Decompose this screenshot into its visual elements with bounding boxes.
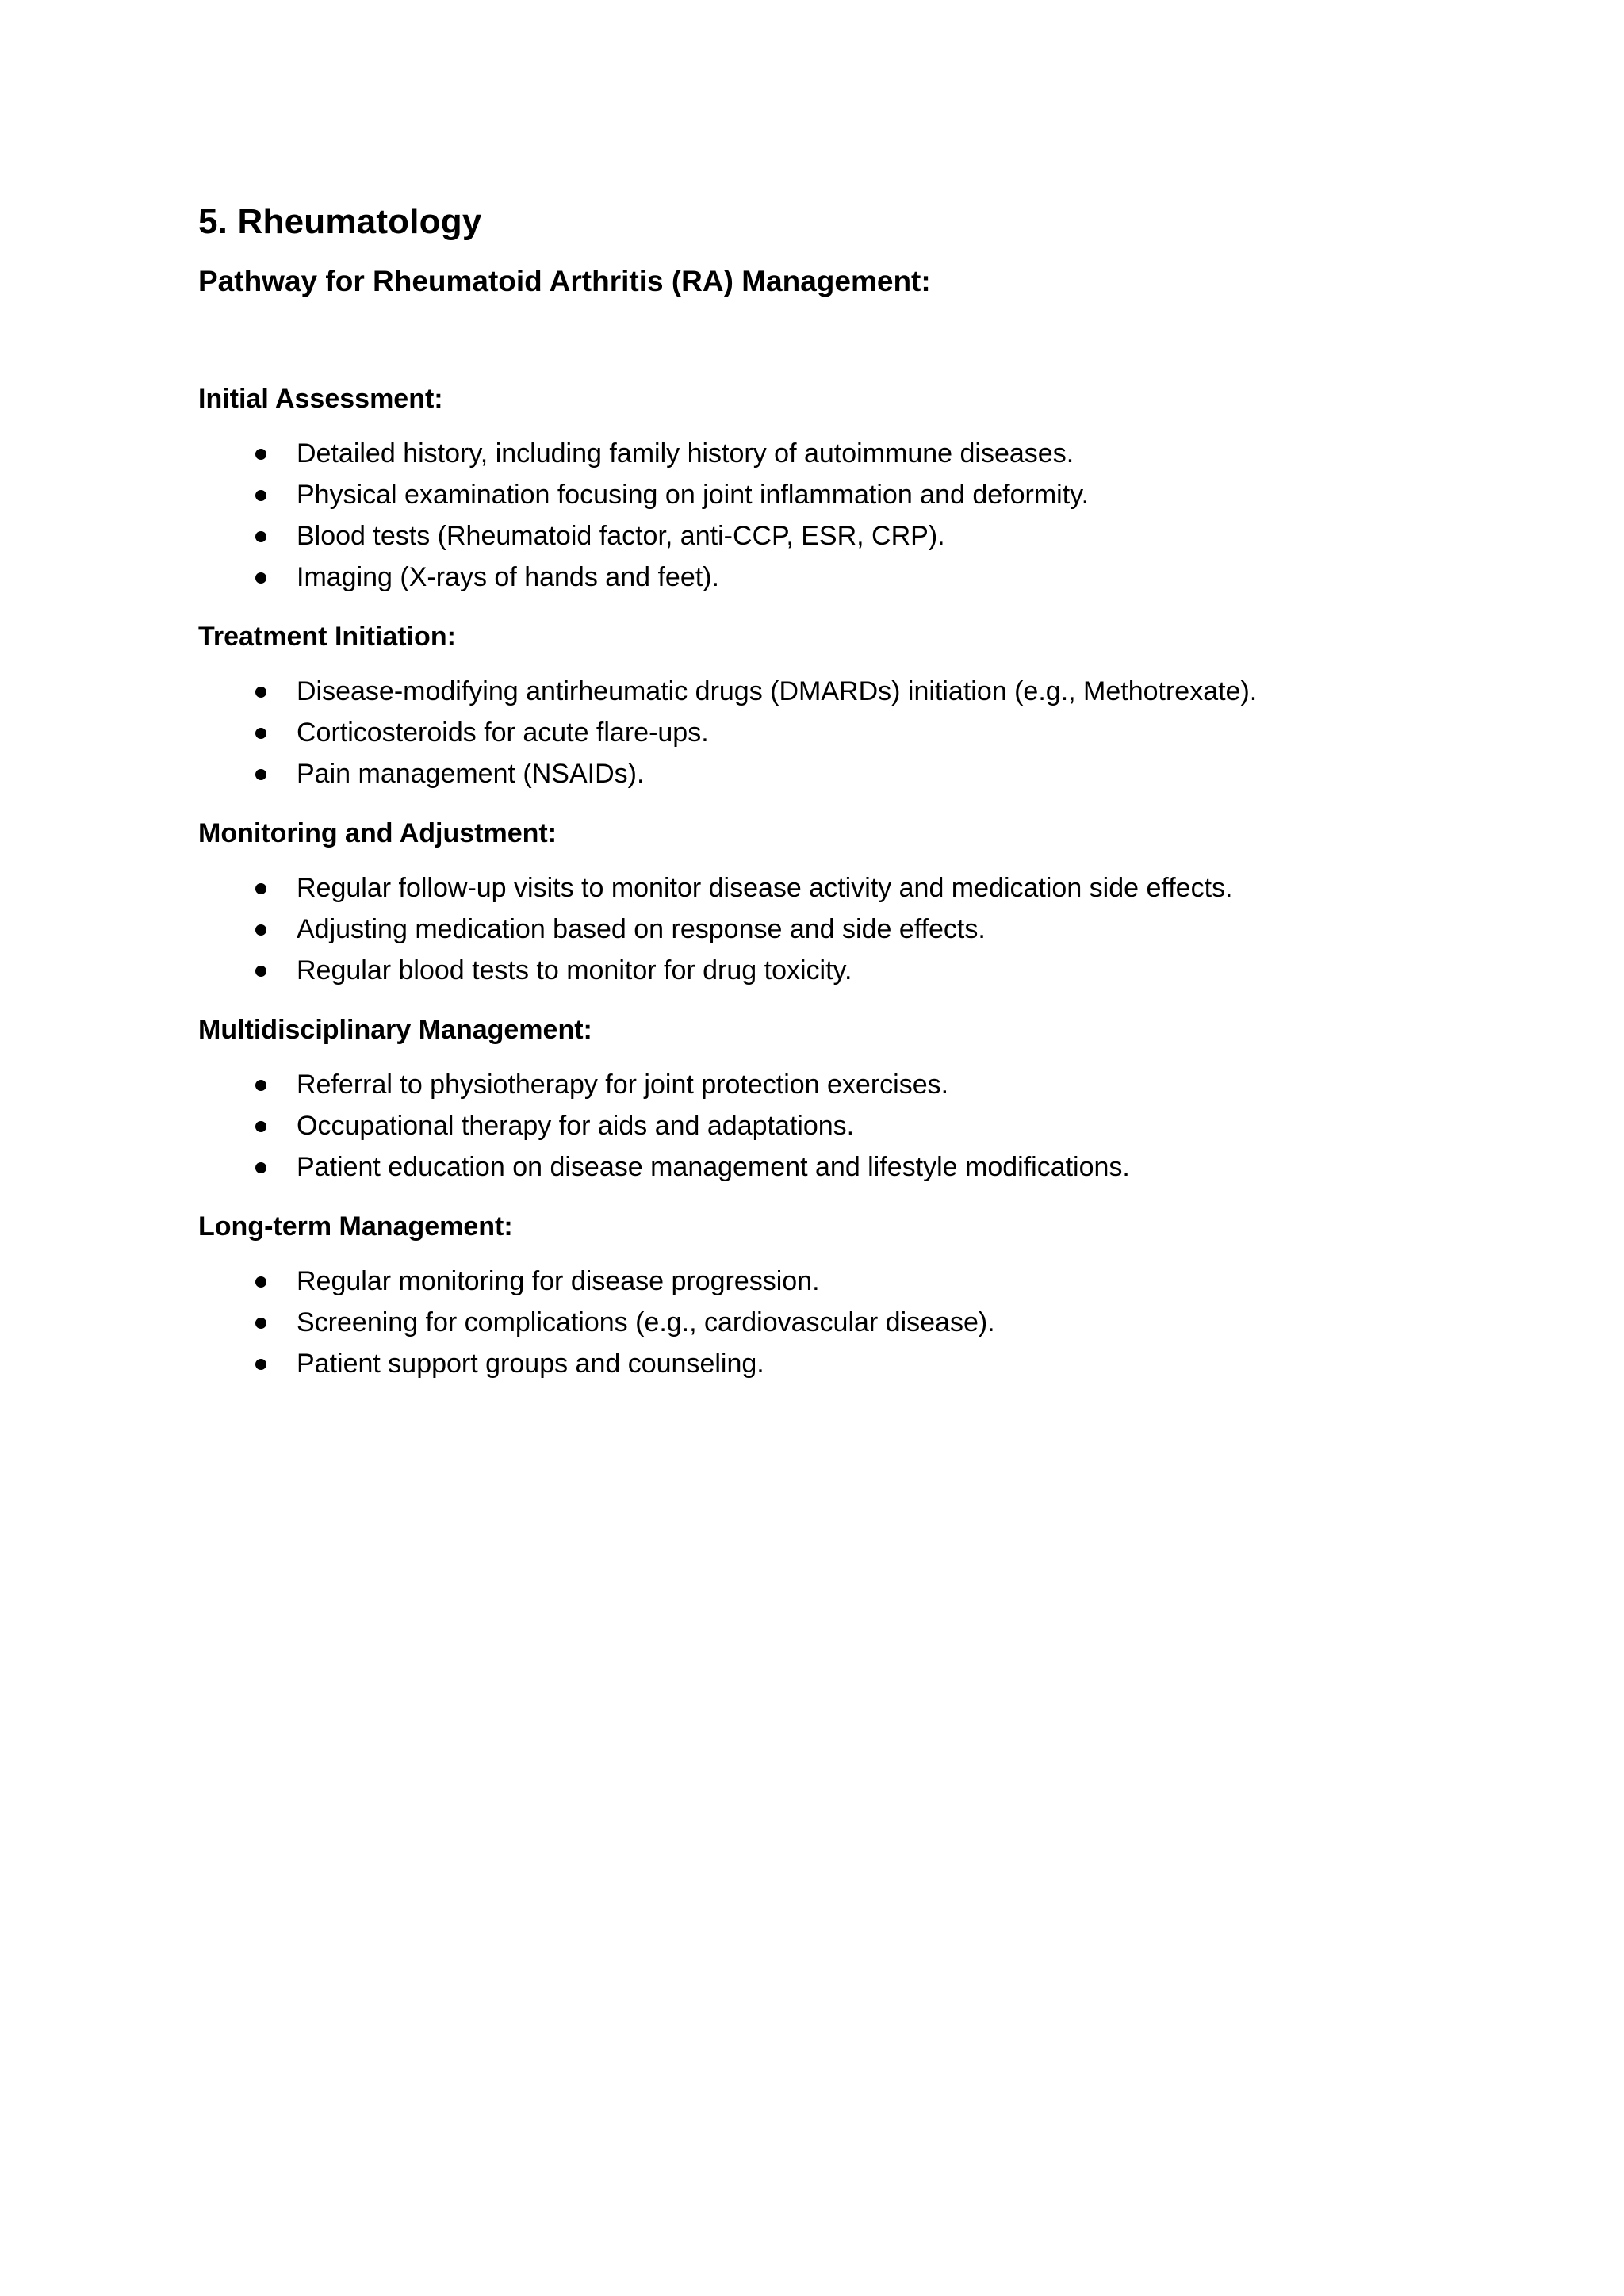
bullet-list: [198, 1261, 1435, 1384]
bullet-icon: [255, 1318, 266, 1329]
bullet-icon: [255, 769, 266, 780]
list-item-text: Blood tests (Rheumatoid factor, anti-CCP, ESR, CRP).: [297, 521, 945, 551]
list-item-text: Regular follow-up visits to monitor disease activity and medication side effects.: [297, 873, 1233, 903]
list-item-text: Imaging (X-rays of hands and feet).: [297, 562, 719, 592]
spacer: [198, 794, 1435, 815]
section-treatment-initiation: [198, 618, 1435, 794]
bullet-icon: [255, 687, 266, 698]
section-heading: Initial Assessment:: [198, 384, 443, 414]
bullet-icon: [255, 883, 266, 894]
page-subtitle: Pathway for Rheumatoid Arthritis (RA) Management:: [198, 265, 931, 297]
bullet-icon: [255, 449, 266, 460]
list-item: [198, 671, 1435, 712]
bullet-list: [198, 1064, 1435, 1188]
section-heading: Treatment Initiation:: [198, 622, 456, 652]
spacer: [198, 598, 1435, 618]
list-item-text: Disease-modifying antirheumatic drugs (DMARDs) initiation (e.g., Methotrexate).: [297, 676, 1258, 706]
bullet-icon: [255, 490, 266, 501]
section-long-term-management: [198, 1208, 1435, 1384]
bullet-icon: [255, 1080, 266, 1091]
page-title: 5. Rheumatology: [198, 202, 482, 241]
bullet-icon: [255, 728, 266, 739]
list-item: [198, 1302, 1435, 1343]
section-initial-assessment: [198, 381, 1435, 598]
document-body: [198, 193, 1435, 1384]
bullet-list: [198, 433, 1435, 598]
list-item: [198, 1343, 1435, 1384]
list-item: [198, 1105, 1435, 1146]
spacer: [198, 991, 1435, 1012]
section-heading: Long-term Management:: [198, 1211, 513, 1242]
section-heading: Monitoring and Adjustment:: [198, 818, 557, 848]
bullet-list: [198, 671, 1435, 794]
list-item: [198, 515, 1435, 557]
bullet-icon: [255, 1162, 266, 1173]
spacer: [198, 1188, 1435, 1208]
list-item: [198, 557, 1435, 598]
list-item-text: Pain management (NSAIDs).: [297, 759, 645, 789]
list-item-text: Adjusting medication based on response and side effects.: [297, 914, 986, 944]
list-item-text: Regular monitoring for disease progression.: [297, 1266, 820, 1296]
bullet-icon: [255, 1121, 266, 1132]
list-item: [198, 1064, 1435, 1105]
list-item: [198, 1146, 1435, 1188]
list-item-text: Physical examination focusing on joint inflammation and deformity.: [297, 480, 1090, 510]
list-item: [198, 753, 1435, 794]
list-item: [198, 867, 1435, 909]
list-item-text: Regular blood tests to monitor for drug toxicity.: [297, 955, 852, 985]
bullet-icon: [255, 966, 266, 977]
spacer: [198, 303, 1435, 381]
list-item: [198, 1261, 1435, 1302]
list-item-text: Occupational therapy for aids and adaptations.: [297, 1111, 855, 1141]
list-item-text: Referral to physiotherapy for joint protection exercises.: [297, 1070, 949, 1100]
list-item: [198, 712, 1435, 753]
list-item: [198, 433, 1435, 474]
list-item-text: Patient education on disease management and lifestyle modifications.: [297, 1152, 1130, 1182]
section-multidisciplinary-management: [198, 1012, 1435, 1188]
list-item: [198, 950, 1435, 991]
bullet-icon: [255, 572, 266, 584]
list-item-text: Corticosteroids for acute flare-ups.: [297, 718, 709, 748]
section-monitoring-adjustment: [198, 815, 1435, 991]
list-item-text: Screening for complications (e.g., cardiovascular disease).: [297, 1307, 995, 1337]
list-item-text: Patient support groups and counseling.: [297, 1349, 764, 1379]
list-item: [198, 909, 1435, 950]
bullet-icon: [255, 924, 266, 936]
section-heading: Multidisciplinary Management:: [198, 1015, 592, 1045]
bullet-list: [198, 867, 1435, 991]
bullet-icon: [255, 531, 266, 542]
list-item-text: Detailed history, including family history of autoimmune diseases.: [297, 438, 1074, 469]
bullet-icon: [255, 1276, 266, 1288]
bullet-icon: [255, 1359, 266, 1370]
list-item: [198, 474, 1435, 515]
